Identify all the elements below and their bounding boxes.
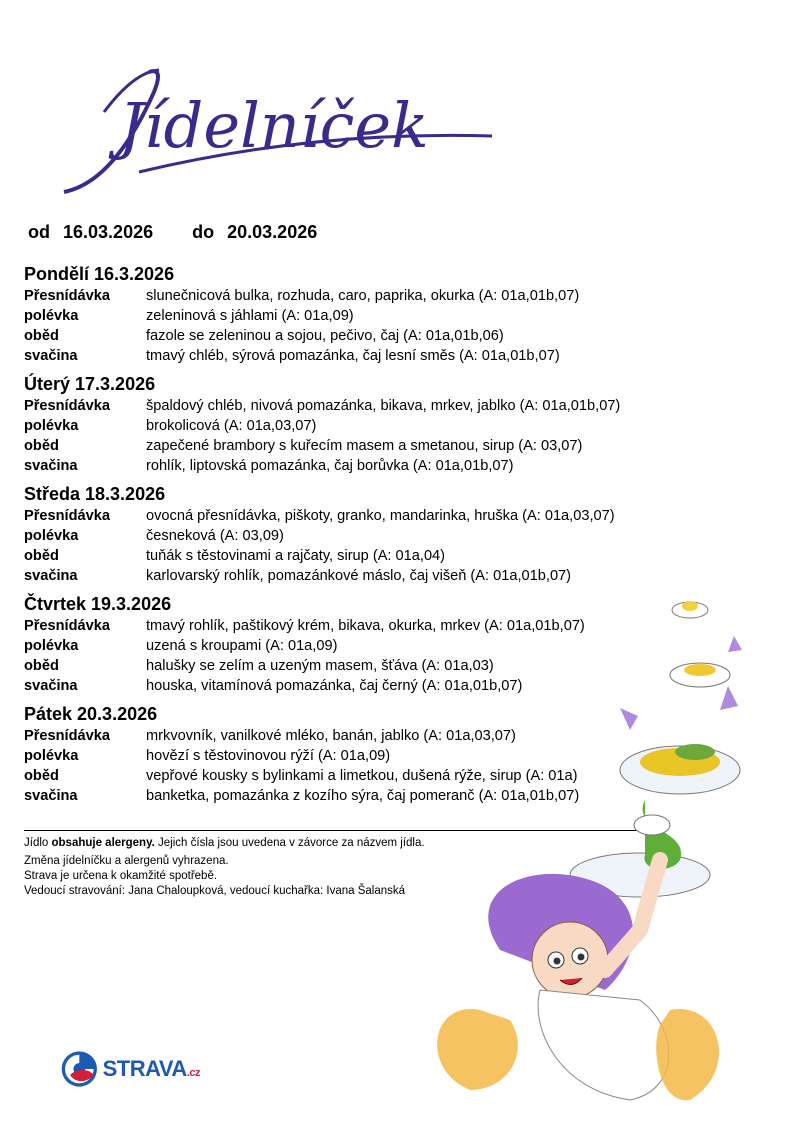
meal-type: oběd <box>24 768 59 784</box>
meal-desc: špaldový chléb, nivová pomazánka, bikava, mrkev, jablko (A: 01a,01b,07) <box>146 398 621 414</box>
meal-desc: rohlík, liptovská pomazánka, čaj borůvka (A: 01a,01b,07) <box>146 458 514 474</box>
date-to: 20.03.2026 <box>227 222 318 242</box>
meal-type: polévka <box>24 308 79 324</box>
menu-logo <box>44 52 504 202</box>
day-title: Pátek 20.3.2026 <box>24 704 158 724</box>
strava-brand <box>60 1044 200 1094</box>
allergen-prefix: Jídlo <box>24 837 52 849</box>
meal-type: svačina <box>24 348 78 364</box>
meal-desc: brokolicová (A: 01a,03,07) <box>146 418 317 434</box>
meal-row <box>24 506 664 526</box>
meal-type: oběd <box>24 658 59 674</box>
footer-notes <box>24 836 425 899</box>
meal-desc: česneková (A: 03,09) <box>146 528 284 544</box>
meal-desc: vepřové kousky s bylinkami a limetkou, dušená rýže, sirup (A: 01a) <box>146 768 578 784</box>
meal-type: Přesnídávka <box>24 728 110 744</box>
meal-type: Přesnídávka <box>24 618 110 634</box>
brand-suffix: .cz <box>186 1067 200 1079</box>
date-from: 16.03.2026 <box>63 222 154 242</box>
day-title: Čtvrtek 19.3.2026 <box>24 594 172 614</box>
meal-row <box>24 456 664 476</box>
strava-wordmark <box>103 1056 200 1082</box>
meal-row <box>24 416 664 436</box>
meal-desc: zapečené brambory s kuřecím masem a smetanou, sirup (A: 03,07) <box>146 438 583 454</box>
meal-desc: tuňák s těstovinami a rajčaty, sirup (A: 01a,04) <box>146 548 446 564</box>
meal-type: polévka <box>24 748 79 764</box>
meal-type: polévka <box>24 528 79 544</box>
jidelnicek-logo-graphic <box>44 52 504 202</box>
fairy-illustration <box>390 530 790 1123</box>
meal-type: Přesnídávka <box>24 508 110 524</box>
day-title: Úterý 17.3.2026 <box>24 374 156 394</box>
meal-desc: tmavý rohlík, paštikový krém, bikava, okurka, mrkev (A: 01a,01b,07) <box>146 618 585 634</box>
meal-row <box>24 286 664 306</box>
meal-row <box>24 306 664 326</box>
meal-desc: uzená s kroupami (A: 01a,09) <box>146 638 338 654</box>
meal-desc: houska, vitamínová pomazánka, čaj černý (A: 01a,01b,07) <box>146 678 523 694</box>
meal-desc: tmavý chléb, sýrová pomazánka, čaj lesní směs (A: 01a,01b,07) <box>146 348 560 364</box>
meal-type: svačina <box>24 458 78 474</box>
meal-row <box>24 436 664 456</box>
meal-desc: karlovarský rohlík, pomazánkové máslo, čaj višeň (A: 01a,01b,07) <box>146 568 572 584</box>
meal-type: polévka <box>24 638 79 654</box>
meal-desc: halušky se zelím a uzeným masem, šťáva (A: 01a,03) <box>146 658 494 674</box>
meal-type: oběd <box>24 328 59 344</box>
meal-row <box>24 396 664 416</box>
meal-desc: hovězí s těstovinovou rýží (A: 01a,09) <box>146 748 391 764</box>
meal-type: svačina <box>24 678 78 694</box>
allergen-suffix: Jejich čísla jsou uvedena v závorce za názvem jídla. <box>154 837 425 849</box>
meal-type: polévka <box>24 418 79 434</box>
meal-desc: slunečnicová bulka, rozhuda, caro, paprika, okurka (A: 01a,01b,07) <box>146 288 580 304</box>
meal-type: Přesnídávka <box>24 398 110 414</box>
allergen-note <box>24 836 425 851</box>
day-section <box>24 372 664 476</box>
staff-note: Vedoucí stravování: Jana Chaloupková, vedoucí kuchařka: Ivana Šalanská <box>24 885 406 897</box>
change-note: Změna jídelníčku a alergenů vyhrazena. <box>24 855 229 867</box>
brand-name: STRAVA <box>102 1056 187 1081</box>
meal-row <box>24 326 664 346</box>
strava-logo-icon <box>60 1046 99 1092</box>
day-title: Středa 18.3.2026 <box>24 484 166 504</box>
meal-type: Přesnídávka <box>24 288 110 304</box>
meal-row <box>24 346 664 366</box>
meal-desc: fazole se zeleninou a sojou, pečivo, čaj (A: 01a,01b,06) <box>146 328 504 344</box>
date-range <box>28 222 317 243</box>
day-section <box>24 262 664 366</box>
fairy-with-plates-illustration <box>390 530 790 1123</box>
meal-type: oběd <box>24 438 59 454</box>
to-label: do <box>192 222 215 242</box>
meal-desc: mrkvovník, vanilkové mléko, banán, jablko (A: 01a,03,07) <box>146 728 516 744</box>
consumption-note: Strava je určena k okamžité spotřebě. <box>24 870 218 882</box>
from-label: od <box>28 222 50 242</box>
allergen-bold: obsahuje alergeny. <box>51 837 155 849</box>
logo-text: Jídelníček <box>119 89 429 162</box>
meal-desc: ovocná přesnídávka, piškoty, granko, mandarinka, hruška (A: 01a,03,07) <box>146 508 615 524</box>
meal-type: oběd <box>24 548 59 564</box>
meal-desc: zeleninová s jáhlami (A: 01a,09) <box>146 308 354 324</box>
meal-desc: banketka, pomazánka z kozího sýra, čaj pomeranč (A: 01a,01b,07) <box>146 788 580 804</box>
day-title: Pondělí 16.3.2026 <box>24 264 175 284</box>
meal-type: svačina <box>24 788 78 804</box>
meal-type: svačina <box>24 568 78 584</box>
